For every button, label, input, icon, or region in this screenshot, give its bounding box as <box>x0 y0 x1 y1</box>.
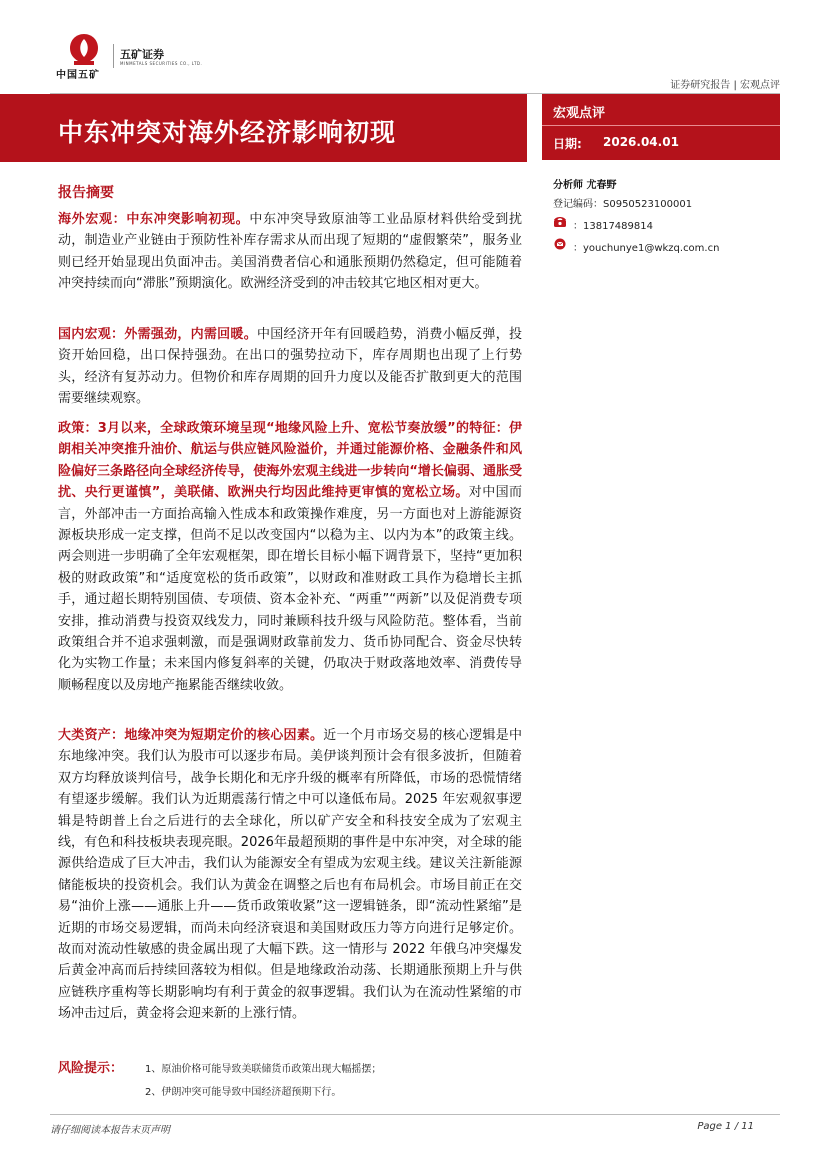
paragraph-text: 中东冲突导致原油等工业品原材料供给受到扰动，制造业产业链由于预防性补库存需求从而出现了短期的“虚假繁荣”，服务业则已经开始显现出负面冲击。美国消费者信心和通胀预期仍然稳定，但可能随着冲突持续而向“滞胀”预期演化。欧洲经济受到的冲击较其它地区相对更大。 <box>58 212 522 292</box>
analyst-phone: ：13817489814 <box>573 221 653 232</box>
summary-heading: 报告摘要 <box>58 185 114 201</box>
registration-code: 登记编码：S0950523100001 <box>553 199 693 210</box>
analyst-name: 分析师 尤春野 <box>553 180 617 191</box>
phone-icon <box>553 216 567 228</box>
paragraph-text: 对中国而言，外部冲击一方面抬高输入性成本和政策操作难度，另一方面也对上游能源资源板块形成一定支撑，但尚不足以改变国内“以稳为主、以内为本”的政策主线。两会则进一步明确了全年宏观框架，即在增长目标小幅下调背景下，坚持“更加积极的财政政策”和“适度宽松的货币政策”，以财政和准财政工具作为稳增长主抓手，通过超长期特别国债、专项债、资本金补充、“两重”“两新”以及促消费专项安排，推动消费与投资双线发力，同时兼顾科技升级与风险防范。整体看，当前政策组合并不追求强刺激，而是强调财政靠前发力、货币协同配合、资金尽快转化为实物工作量；未来国内修复斜率的关键，仍取决于财政落地效率、消费传导顺畅程度以及房地产拖累能否继续收敛。 <box>58 485 522 693</box>
logo-text: 中国五矿 <box>56 70 100 81</box>
paragraph-asset-allocation <box>58 725 522 1025</box>
paragraph-domestic-macro <box>58 324 522 410</box>
report-type-label: 证券研究报告 | 宏观点评 <box>670 80 780 91</box>
paragraph-label: 海外宏观：中东冲突影响初现。 <box>58 212 250 227</box>
paragraph-label: 大类资产：地缘冲突为短期定价的核心因素。 <box>58 728 324 743</box>
broker-name: 五矿证券 <box>120 48 164 61</box>
risk-item: 1、原油价格可能导致美联储货币政策出现大幅摇摆； <box>145 1064 382 1075</box>
paragraph-label: 政策：3月以来，全球政策环境呈现“地缘风险上升、宽松节奏放缓”的特征：伊朗相关冲突推升油价、航运与供应链风险溢价，并通过能源价格、金融条件和风险偏好三条路径向全球经济传导，使海外宏观主线进一步转向“增长偏弱、通胀受扰、央行更谨慎”，美联储、欧洲央行均因此维持更审慎的宽松立场。 <box>58 421 522 501</box>
analyst-email: ：youchunye1@wkzq.com.cn <box>573 243 720 254</box>
page-number: Page 1 / 11 <box>697 1121 754 1132</box>
report-date: 2026.04.01 <box>603 135 679 149</box>
sidebar-banner-divider <box>542 125 780 126</box>
paragraph-label: 国内宏观：外需强劲，内需回暖。 <box>58 327 257 342</box>
footer-disclaimer: 请仔细阅读本报告末页声明 <box>50 1125 170 1136</box>
logo-divider <box>113 44 114 68</box>
risk-item: 2、伊朗冲突可能导致中国经济超预期下行。 <box>145 1087 342 1098</box>
paragraph-text: 近一个月市场交易的核心逻辑是中东地缘冲突。我们认为股市可以逐步布局。美伊谈判预计会有很多波折，但随着双方均释放谈判信号，战争长期化和无序升级的概率有所降低，市场的恐慌情绪有望逐步缓解。我们认为近期震荡行情之中可以逢低布局。2025 年宏观叙事逻辑是特朗普上台之后进行的去全球化，所以矿产安全和科技安全成为了宏观主线，有色和科技板块表现亮眼。2026年最超预期的事件是中东冲突，对全球的能源供给造成了巨大冲击，我们认为能源安全有望成为宏观主线。建议关注新能源储能板块的投资机会。我们认为黄金在调整之后也有布局机会。市场目前正在交易“油价上涨——通胀上升——货币政策收紧”这一逻辑链条，即“流动性紧缩”是近期的市场交易逻辑，而尚未向经济衰退和美国财政压力等方向进行足够定价。故而对流动性敏感的贵金属出现了大幅下跌。这一情形与 2022 年俄乌冲突爆发后黄金冲高而后持续回落较为相似。但是地缘政治动荡、长期通胀预期上升与供应链秩序重构等长期影响均有利于黄金的叙事逻辑。我们认为在流动性紧缩的市场冲击过后，黄金将会迎来新的上涨行情。 <box>58 728 522 1022</box>
company-logo-icon <box>62 32 106 66</box>
broker-name-en: MINMETALS SECURITIES CO., LTD. <box>120 61 203 66</box>
risk-heading: 风险提示： <box>58 1061 124 1076</box>
paragraph-policy <box>58 418 522 696</box>
paragraph-overseas-macro <box>58 209 522 295</box>
paragraph-text: 中国经济开年有回暖趋势，消费小幅反弹，投资开始回稳，出口保持强劲。在出口的强势拉动下，库存周期也出现了上行势头，经济有复苏动力。但物价和库存周期的回升力度以及能否扩散到更大的范围需要继续观察。 <box>58 327 522 407</box>
email-icon <box>553 238 567 250</box>
footer-divider <box>50 1114 780 1115</box>
sidebar-report-type: 宏观点评 <box>553 106 606 121</box>
date-label: 日期: <box>553 137 582 151</box>
report-title: 中东冲突对海外经济影响初现 <box>58 118 397 147</box>
